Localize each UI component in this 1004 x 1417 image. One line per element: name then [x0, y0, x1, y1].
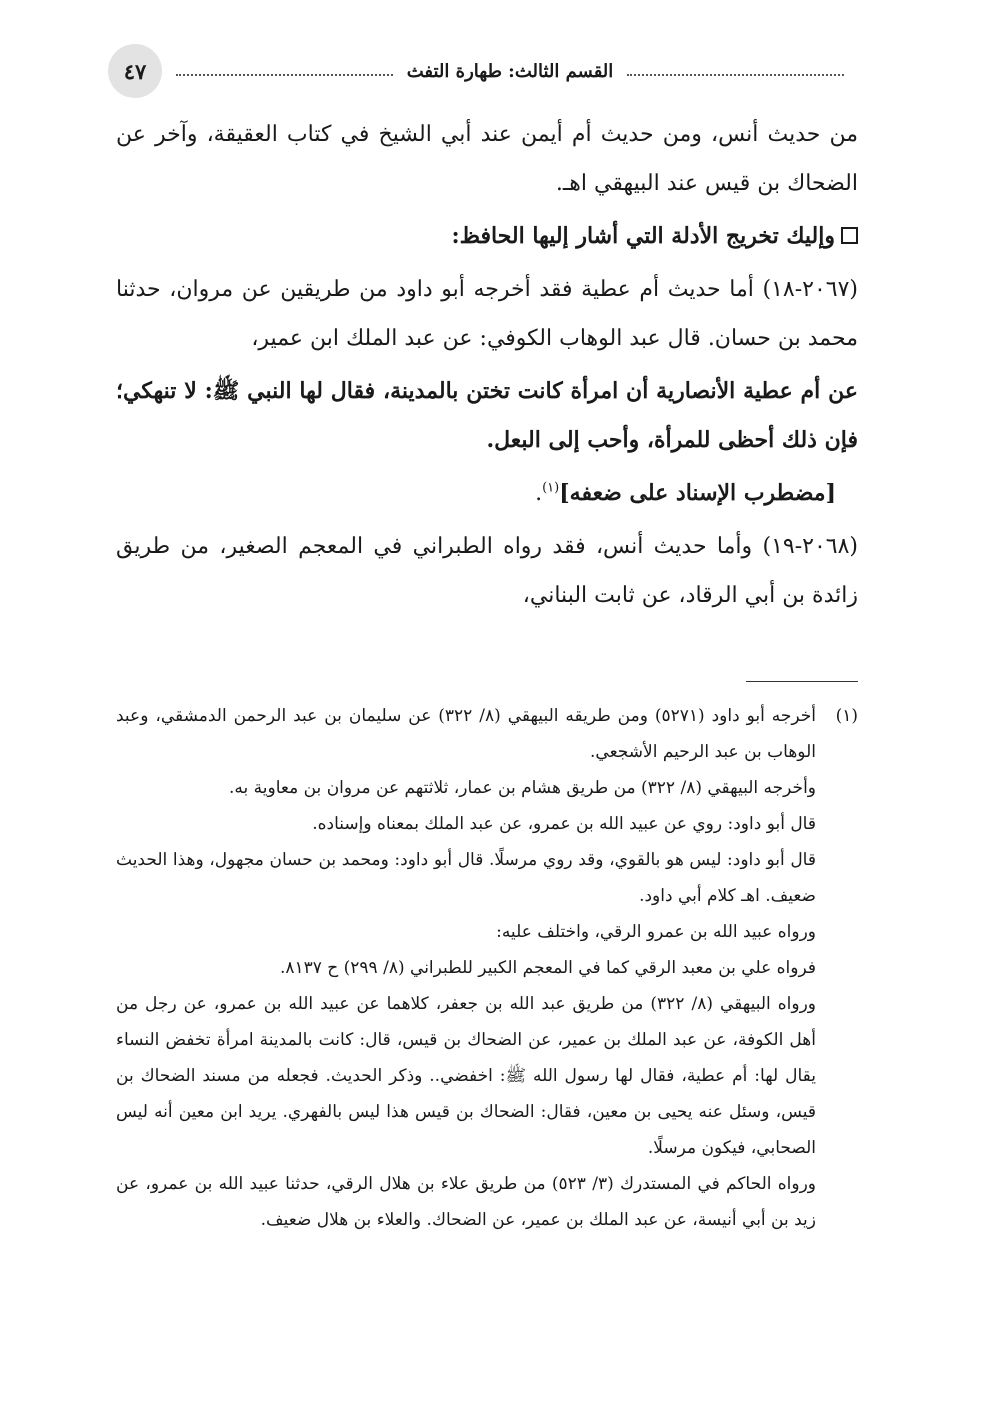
paragraph-3: (٢٠٦٨-١٩) وأما حديث أنس، فقد رواه الطبراني في المعجم الصغير، من طريق زائدة بن أبي الرقاد، عن ثابت البناني، — [116, 534, 858, 608]
paragraph-1: من حديث أنس، ومن حديث أم أيمن عند أبي الشيخ في كتاب العقيقة، وآخر عن الضحاك بن قيس عند البيهقي اهـ. — [116, 122, 858, 196]
running-title: القسم الثالث: طهارة التفث — [406, 60, 614, 82]
page-number: ٤٧ — [123, 58, 147, 84]
header-dots-left — [176, 74, 393, 76]
footnote-line: قال أبو داود: روي عن عبيد الله بن عمرو، عن عبد الملك بمعناه وإسناده. — [312, 814, 816, 834]
footnote-reference[interactable]: (١) — [542, 480, 560, 496]
grading-line — [116, 469, 858, 518]
footnote-line: ورواه الحاكم في المستدرك (٣/ ٥٢٣) من طريق علاء بن هلال الرقي، حدثنا عبيد الله بن عمرو، عن زيد بن أبي أنيسة، عن عبد الملك بن عمير، عن الضحاك. والعلاء بن هلال ضعيف. — [116, 1174, 817, 1230]
grading-end: . — [535, 481, 543, 506]
footnote-line: أخرجه أبو داود (٥٢٧١) ومن طريقه البيهقي (٨/ ٣٢٢) عن سليمان بن عبد الرحمن الدمشقي، وعبد الوهاب بن عبد الرحيم الأشجعي. — [116, 706, 817, 762]
footnote-line: ورواه عبيد الله بن عمرو الرقي، واختلف عليه: — [496, 922, 816, 942]
checkbox-icon — [841, 227, 858, 244]
page-number-badge — [108, 44, 162, 98]
grading-text: [مضطرب الإسناد على ضعفه] — [559, 480, 836, 506]
footnote-line: فرواه علي بن معبد الرقي كما في المعجم الكبير للطبراني (٨/ ٢٩٩) ح ٨١٣٧. — [279, 958, 816, 978]
footnote-body — [116, 698, 816, 1238]
header-dots-right — [627, 74, 844, 76]
footnote-line: ورواه البيهقي (٨/ ٣٢٢) من طريق عبد الله بن جعفر، كلاهما عن عبيد الله بن عمرو، عن رجل من أهل الكوفة، عن عبد الملك بن عمير، عن الضحاك بن قيس، قال: كانت بالمدينة امرأة تخفض النساء يقال لها: أم عطية، فقال لها رسول الله ﷺ: اخفضي.. وذكر الحديث. فجعله من مسند الضحاك بن قيس، وسئل عنه يحيى بن معين، فقال: الضحاك بن قيس هذا ليس بالفهري. يريد ابن معين أنه ليس الصحابي، فيكون مرسلًا. — [116, 994, 817, 1158]
footnote-line: وأخرجه البيهقي (٨/ ٣٢٢) من طريق هشام بن عمار، ثلاثتهم عن مروان بن معاوية به. — [229, 778, 816, 798]
footnote-1 — [116, 698, 858, 1238]
main-text — [116, 110, 858, 624]
section-heading — [116, 212, 858, 261]
footnotes — [116, 698, 858, 1238]
section-heading-text: وإليك تخريج الأدلة التي أشار إليها الحافظ: — [451, 223, 835, 249]
footnote-number: (١) — [835, 706, 858, 726]
paragraph-2: (٢٠٦٧-١٨) أما حديث أم عطية فقد أخرجه أبو داود من طريقين عن مروان، حدثنا محمد بن حسان. قال عبد الوهاب الكوفي: عن عبد الملك ابن عمير، — [116, 277, 858, 351]
running-header — [176, 58, 844, 84]
footnote-separator — [746, 681, 858, 682]
hadith-text: عن أم عطية الأنصارية أن امرأة كانت تختن بالمدينة، فقال لها النبي ﷺ: لا تنهكي؛ فإن ذلك أحظى للمرأة، وأحب إلى البعل. — [116, 378, 858, 453]
footnote-line: قال أبو داود: ليس هو بالقوي، وقد روي مرسلًا. قال أبو داود: ومحمد بن حسان مجهول، وهذا الحديث ضعيف. اهـ كلام أبي داود. — [116, 850, 816, 906]
